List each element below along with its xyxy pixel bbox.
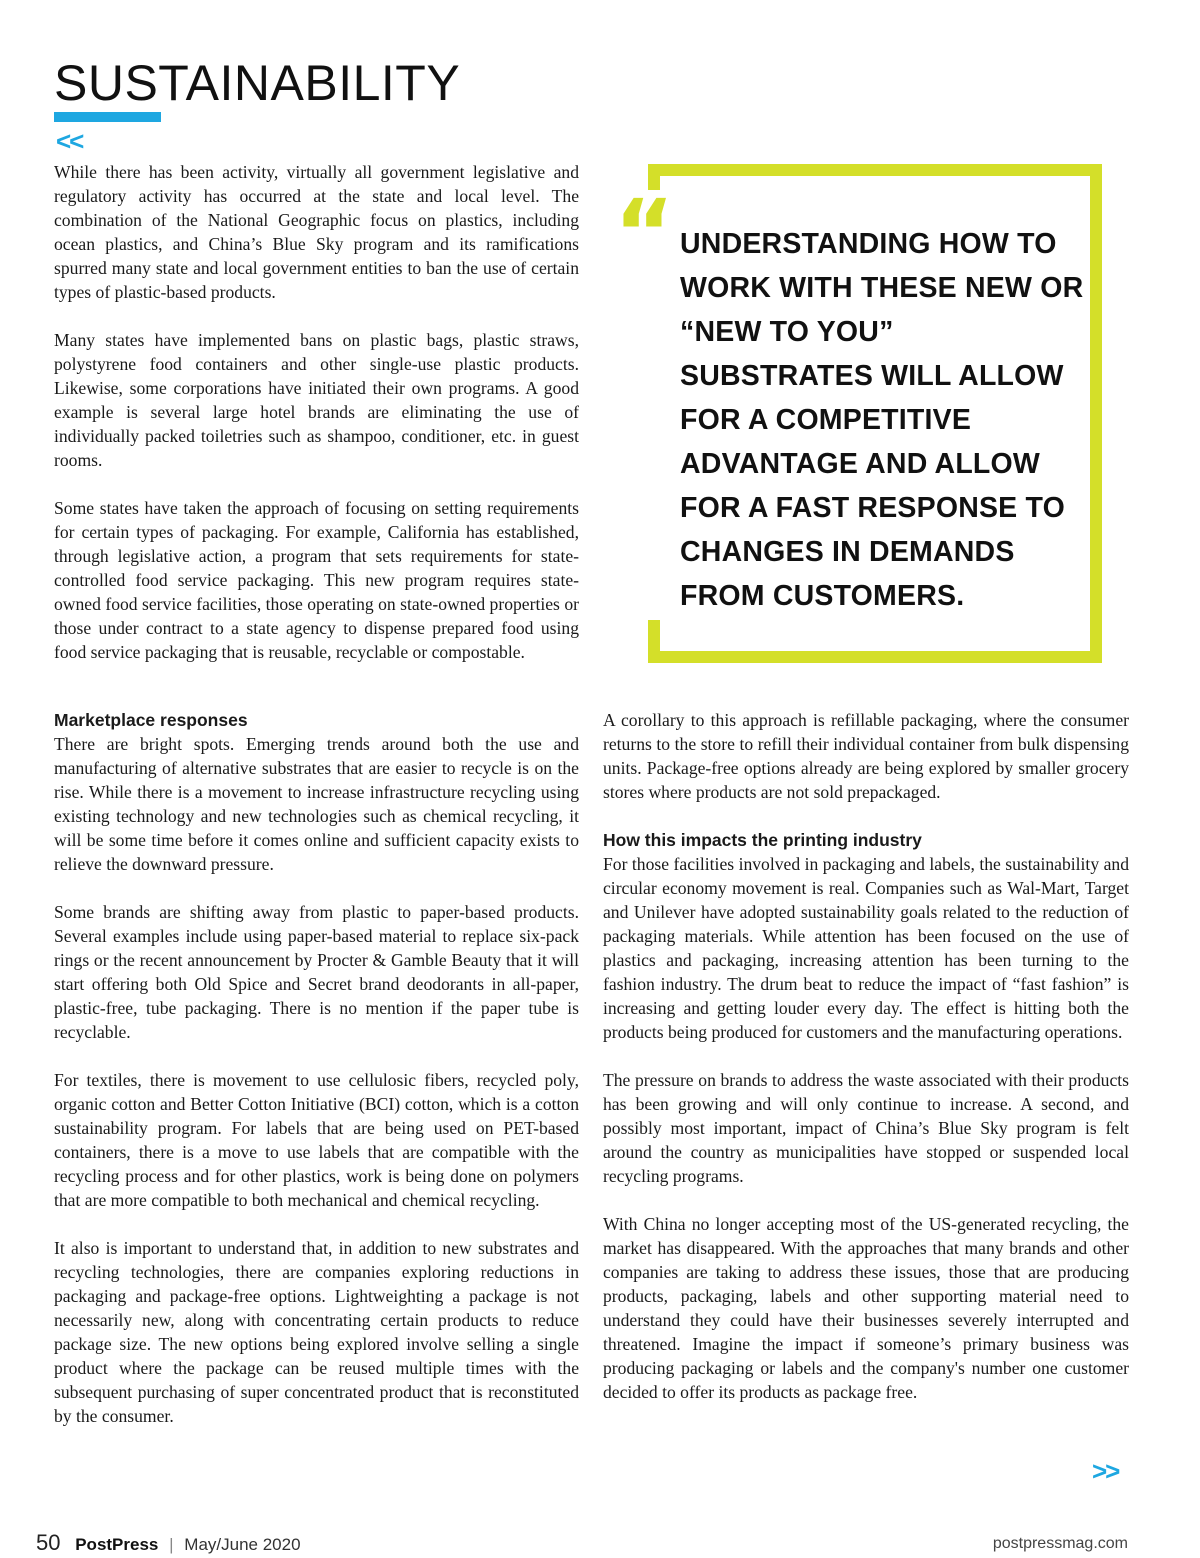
- website-link[interactable]: postpressmag.com: [992, 1535, 1128, 1552]
- section-title: SUSTAINABILITY: [54, 55, 461, 111]
- issue-date: May/June 2020: [184, 1535, 301, 1554]
- article-paragraph: For textiles, there is movement to use cellulosic fibers, recycled poly, organic cotton and Better Cotton Initiative (BCI) cotton, which is a cotton sustainability program. For labels that are being used on PET-based containers, there is a move to use labels that are compatible with the recycling process and for other plastics, work is being done on polymers that are more compatible to both mechanical and chemical recycling.: [54, 1070, 579, 1210]
- article-paragraph: Some brands are shifting away from plastic to paper-based products. Several examples include using paper-based material to replace six-pack rings or the recent announcement by Procter & Gamble Beauty that it will start offering both Old Spice and Secret brand deodorants in all-paper, plastic-free, tube packaging. There is no mention if the paper tube is recyclable.: [54, 902, 579, 1042]
- publication-name: PostPress: [75, 1535, 159, 1554]
- article-right-column: [603, 708, 1129, 1404]
- title-underline-bar: [54, 112, 161, 122]
- article-paragraph: A corollary to this approach is refillable packaging, where the consumer returns to the store to refill their individual container from bulk dispensing units. Package-free options already are being explored by smaller grocery stores where products are not sold prepackaged.: [603, 710, 1129, 802]
- marketplace-heading: Marketplace responses: [54, 710, 248, 730]
- article-paragraph: There are bright spots. Emerging trends around both the use and manufacturing of alternative substrates that are easier to recycle is on the rise. While there is a movement to increase infrastructure recycling using existing technology and new technologies such as chemical recycling, it will be some time before it comes online and sufficient capacity exists to relieve the downward pressure.: [54, 734, 579, 874]
- impact-heading: How this impacts the printing industry: [603, 830, 922, 850]
- footer-separator: |: [169, 1535, 174, 1554]
- article-paragraph: Many states have implemented bans on plastic bags, plastic straws, polystyrene food containers and other single-use plastic products. Likewise, some corporations have initiated their own programs. A good example is several large hotel brands are eliminating the use of individually packed toiletries such as shampoo, conditioner, etc. in guest rooms.: [54, 330, 579, 470]
- article-left-column: [54, 708, 579, 1428]
- article-paragraph: For those facilities involved in packaging and labels, the sustainability and circular economy movement is real. Companies such as Wal-Mart, Target and Unilever have adopted sustainability goals related to the reduction of packaging materials. While attention has been focused on the use of plastics and packaging, increasing attention has been turning to the fashion industry. The drum beat to reduce the impact of “fast fashion” is increasing and getting louder every day. The effect is hitting both the products being produced for customers and the manufacturing operations.: [603, 854, 1129, 1042]
- article-paragraph: While there has been activity, virtually all government legislative and regulatory activity has occurred at the state and local level. The combination of the National Geographic focus on plastics, including ocean plastics, and China’s Blue Sky program and its ramifications spurred many state and local government entities to ban the use of certain types of plastic-based products.: [54, 162, 579, 302]
- page-number: 50: [36, 1530, 61, 1555]
- next-page-arrows[interactable]: >>: [1092, 1456, 1119, 1486]
- quote-mark-icon: “: [614, 180, 675, 287]
- prev-page-arrows[interactable]: <<: [56, 126, 83, 156]
- article-intro-column: [54, 160, 579, 664]
- page-footer: [36, 1532, 301, 1554]
- article-paragraph: Some states have taken the approach of focusing on setting requirements for certain types of packaging. For example, California has established, through legislative action, a program that sets requirements for state-controlled food service packaging. This new program requires state-owned food service facilities, those operating on state-owned properties or those under contract to a state agency to dispense prepared food using food service packaging that is reusable, recyclable or compostable.: [54, 498, 579, 662]
- article-paragraph: It also is important to understand that, in addition to new substrates and recycling technologies, there are companies exploring reductions in packaging and package-free options. Lightweighting a package is not necessarily new, along with concentrating certain products to reduce package size. The new options being explored involve selling a single product where the package can be reused multiple times with the subsequent purchasing of super concentrated product that is reconstituted by the consumer.: [54, 1238, 579, 1426]
- article-paragraph: With China no longer accepting most of the US-generated recycling, the market has disappeared. With the approaches that many brands and other companies are taking to address these issues, those that are producing products, packaging, labels and other supporting material need to understand they could have their businesses severely interrupted and threatened. Imagine the impact if someone’s primary business was producing packaging or labels and the company's number one customer decided to offer its products as package free.: [603, 1214, 1129, 1402]
- article-paragraph: The pressure on brands to address the waste associated with their products has been growing and will only continue to increase. A second, and possibly most important, impact of China’s Blue Sky program is felt around the country as municipalities have stopped or suspended local recycling programs.: [603, 1070, 1129, 1186]
- pull-quote-text: UNDERSTANDING HOW TO WORK WITH THESE NEW OR “NEW TO YOU” SUBSTRATES WILL ALLOW FOR A COMPETITIVE ADVANTAGE AND ALLOW FOR A FAST RESPONSE TO CHANGES IN DEMANDS FROM CUSTOMERS.: [680, 228, 1084, 612]
